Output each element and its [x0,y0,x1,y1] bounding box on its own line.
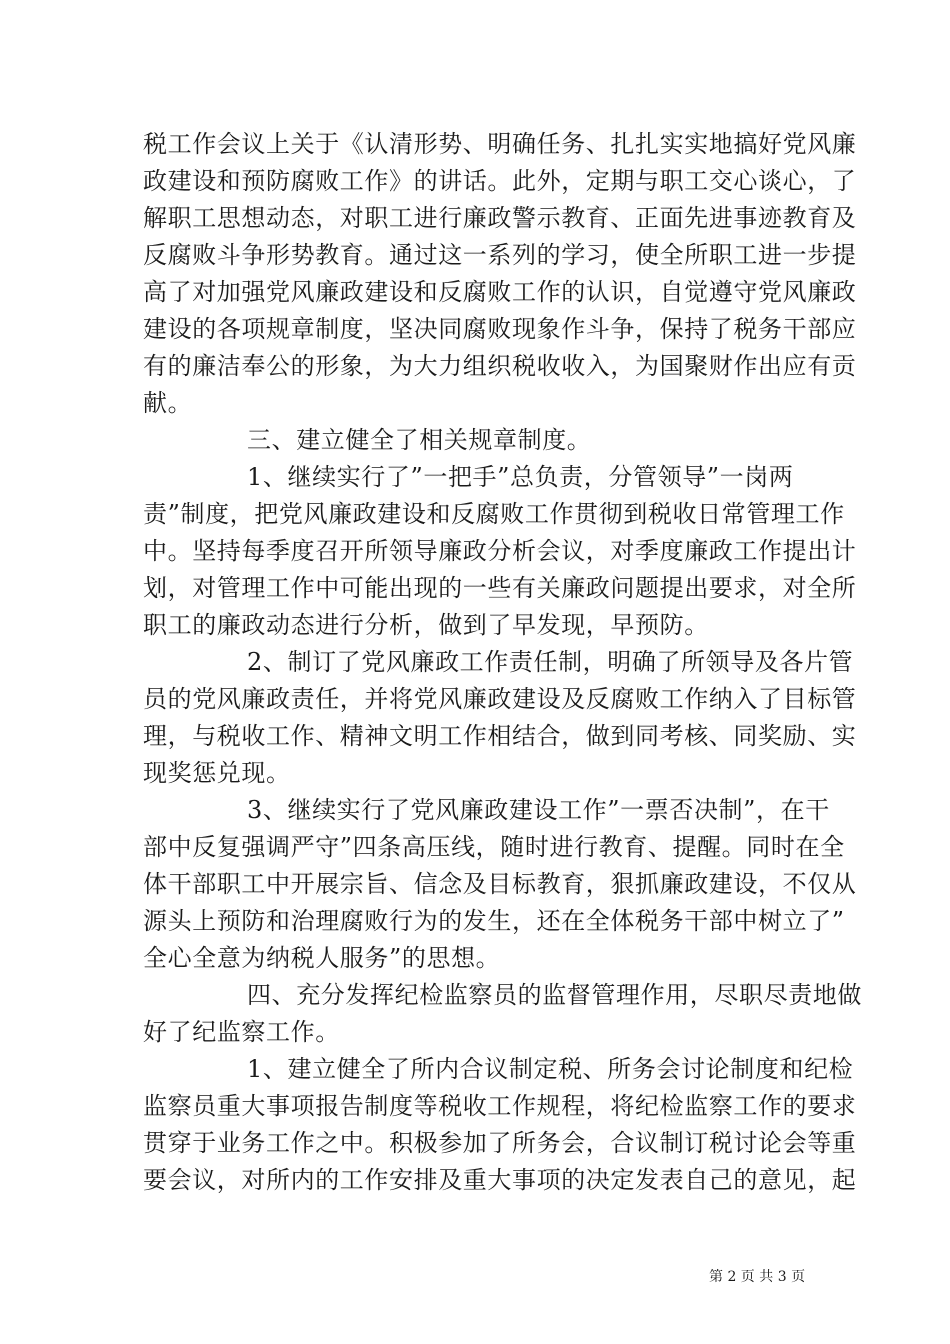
body-text-line: 责”制度，把党风廉政建设和反腐败工作贯彻到税收日常管理工作 [143,500,845,528]
body-text-line: 3、继续实行了党风廉政建设工作”一票否决制”，在干 [247,796,830,824]
body-text-line: 贯穿于业务工作之中。积极参加了所务会，合议制订税讨论会等重 [143,1129,857,1157]
body-text-line: 全心全意为纳税人服务”的思想。 [143,944,501,972]
body-text-line: 高了对加强党风廉政建设和反腐败工作的认识，自觉遵守党风廉政 [143,278,857,306]
section-heading: 三、建立健全了相关规章制度。 [247,426,592,454]
body-text-line: 1、继续实行了”一把手”总负责，分管领导”一岗两 [247,463,794,491]
body-text-line: 监察员重大事项报告制度等税收工作规程，将纪检监察工作的要求 [143,1092,857,1120]
body-text-line: 政建设和预防腐败工作》的讲话。此外，定期与职工交心谈心，了 [143,167,857,195]
body-text-line: 划，对管理工作中可能出现的一些有关廉政问题提出要求，对全所 [143,574,857,602]
body-text-line: 源头上预防和治理腐败行为的发生，还在全体税务干部中树立了” [143,907,845,935]
body-text-line: 员的党风廉政责任，并将党风廉政建设及反腐败工作纳入了目标管 [143,685,857,713]
body-text-line: 中。坚持每季度召开所领导廉政分析会议，对季度廉政工作提出计 [143,537,857,565]
body-text-line: 有的廉洁奉公的形象，为大力组织税收收入，为国聚财作出应有贡 [143,352,857,380]
body-text-line: 建设的各项规章制度，坚决同腐败现象作斗争，保持了税务干部应 [143,315,857,343]
body-text-line: 体干部职工中开展宗旨、信念及目标教育，狠抓廉政建设，不仅从 [143,870,857,898]
section-heading: 四、充分发挥纪检监察员的监督管理作用，尽职尽责地做 [247,981,862,1009]
page-number-footer: 第 2 页 共 3 页 [709,1269,806,1285]
body-text-line: 理，与税收工作、精神文明工作相结合，做到同考核、同奖励、实 [143,722,857,750]
body-text-line: 1、建立健全了所内合议制定税、所务会讨论制度和纪检 [247,1055,854,1083]
body-text-line: 反腐败斗争形势教育。通过这一系列的学习，使全所职工进一步提 [143,241,857,269]
body-text-line: 2、制订了党风廉政工作责任制，明确了所领导及各片管 [247,648,854,676]
body-text-line: 现奖惩兑现。 [143,759,291,787]
body-text-line: 税工作会议上关于《认清形势、明确任务、扎扎实实地搞好党风廉 [143,130,857,158]
body-text-line: 部中反复强调严守”四条高压线，随时进行教育、提醒。同时在全 [143,833,845,861]
body-text-line: 解职工思想动态，对职工进行廉政警示教育、正面先进事迹教育及 [143,204,857,232]
body-text-line: 要会议，对所内的工作安排及重大事项的决定发表自己的意见，起 [143,1166,857,1194]
body-text-line: 献。 [143,389,193,417]
body-text-line: 好了纪监察工作。 [143,1018,340,1046]
body-text-line: 职工的廉政动态进行分析，做到了早发现，早预防。 [143,611,709,639]
